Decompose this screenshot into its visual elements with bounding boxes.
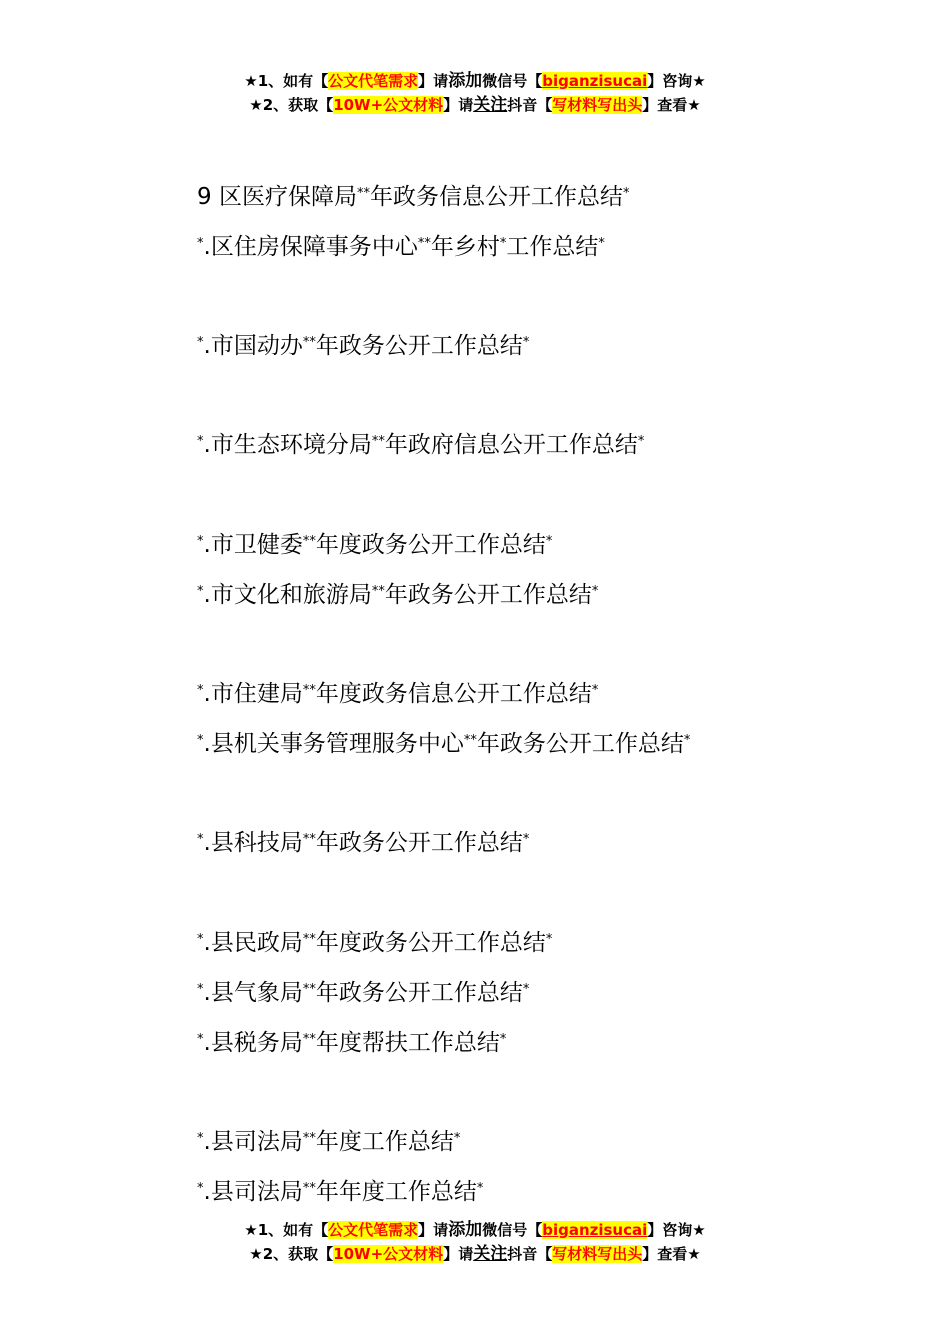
list-item: *.市生态环境分局**年政府信息公开工作总结* — [197, 432, 645, 458]
banner-highlight: 公文代笔需求 — [328, 1221, 419, 1239]
banner-text: 】查看★ — [642, 96, 701, 114]
douyin-account: 写材料写出头 — [552, 96, 643, 114]
list-item: *.县司法局**年度工作总结* — [197, 1129, 461, 1155]
list-item: *.县气象局**年政务公开工作总结* — [197, 980, 530, 1006]
top-banner — [0, 69, 950, 117]
banner-text: 微信号【 — [482, 72, 543, 90]
banner-text: 】咨询★ — [647, 1221, 706, 1239]
banner-text: 】查看★ — [642, 1245, 701, 1263]
list-item: *.县税务局**年度帮扶工作总结* — [197, 1030, 507, 1056]
banner-text: ★1、如有【 — [244, 1221, 329, 1239]
list-item: *.市国动办**年政务公开工作总结* — [197, 333, 530, 359]
list-item: *.市住建局**年度政务信息公开工作总结* — [197, 681, 599, 707]
banner-emphasis: 关注 — [473, 95, 508, 115]
banner-text: 抖音【 — [507, 96, 553, 114]
douyin-account: 写材料写出头 — [552, 1245, 643, 1263]
wechat-id: biganzisucai — [542, 1221, 648, 1239]
list-item: *.市卫健委**年度政务公开工作总结* — [197, 532, 553, 558]
banner-text: ★1、如有【 — [244, 72, 329, 90]
banner-text: 】请 — [418, 1221, 449, 1239]
banner-emphasis: 添加 — [448, 1220, 483, 1240]
banner-text: 微信号【 — [482, 1221, 543, 1239]
banner-text: 】咨询★ — [647, 72, 706, 90]
banner-line-2 — [0, 1242, 950, 1266]
list-item: *.区住房保障事务中心**年乡村*工作总结* — [197, 234, 605, 260]
wechat-id: biganzisucai — [542, 72, 648, 90]
banner-highlight: 10W+公文材料 — [333, 96, 444, 114]
banner-emphasis: 添加 — [448, 71, 483, 91]
bottom-banner — [0, 1218, 950, 1266]
banner-text: ★2、获取【 — [249, 96, 334, 114]
banner-line-1 — [0, 69, 950, 93]
banner-text: 抖音【 — [507, 1245, 553, 1263]
list-item: *.县司法局**年年度工作总结* — [197, 1179, 484, 1205]
banner-highlight: 公文代笔需求 — [328, 72, 419, 90]
banner-text: 】请 — [443, 1245, 474, 1263]
list-item: *.县科技局**年政务公开工作总结* — [197, 830, 530, 856]
list-item: *.市文化和旅游局**年政务公开工作总结* — [197, 582, 599, 608]
banner-text: 】请 — [443, 96, 474, 114]
list-item: 9 区医疗保障局**年政务信息公开工作总结* — [197, 184, 630, 210]
banner-text: 】请 — [418, 72, 449, 90]
list-item: *.县机关事务管理服务中心**年政务公开工作总结* — [197, 731, 691, 757]
banner-line-1 — [0, 1218, 950, 1242]
banner-line-2 — [0, 93, 950, 117]
banner-emphasis: 关注 — [473, 1244, 508, 1264]
banner-highlight: 10W+公文材料 — [333, 1245, 444, 1263]
list-item: *.县民政局**年度政务公开工作总结* — [197, 930, 553, 956]
banner-text: ★2、获取【 — [249, 1245, 334, 1263]
